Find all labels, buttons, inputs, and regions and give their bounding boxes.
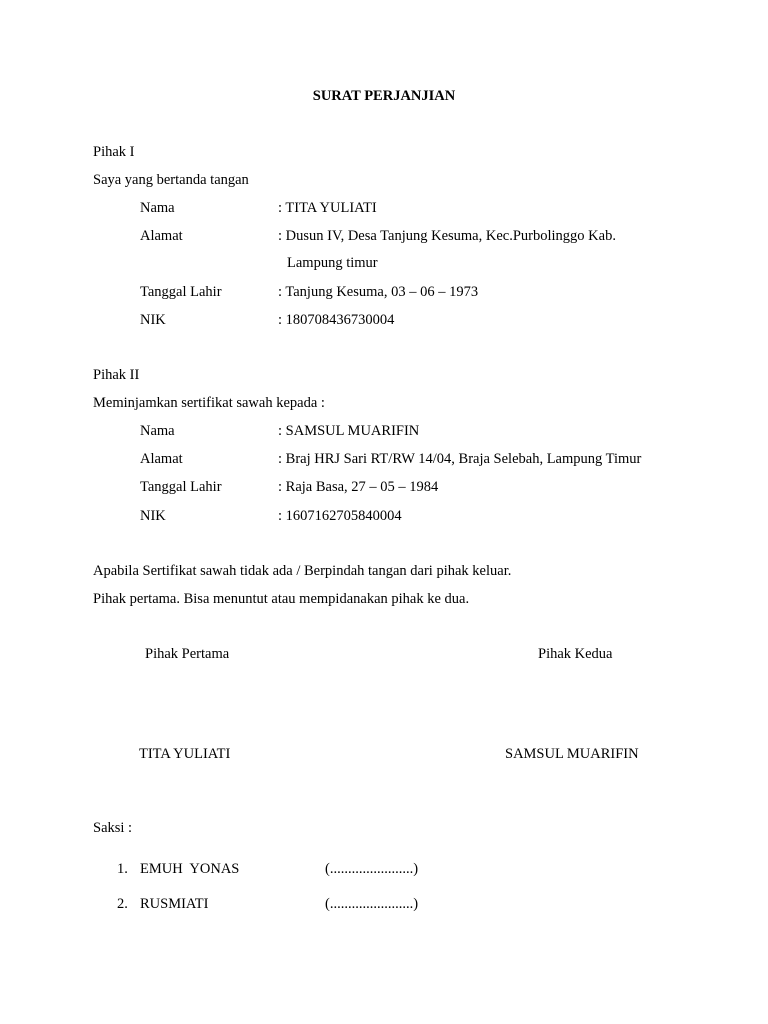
witness-1-name: EMUH YONAS [140,861,240,877]
pihak-1-tanggal-lahir-label: Tanggal Lahir [140,284,222,300]
pihak-2-nama-label: Nama [140,423,175,439]
pihak-2-nik-value: : 1607162705840004 [278,508,402,524]
second-party-name: SAMSUL MUARIFIN [505,746,639,762]
pihak-1-tanggal-lahir-value: : Tanjung Kesuma, 03 – 06 – 1973 [278,284,479,300]
pihak-2-tanggal-lahir-label: Tanggal Lahir [140,479,222,495]
witness-1-number: 1. [117,861,128,877]
witness-1-signature: (.......................) [325,861,419,877]
clause-2: Pihak pertama. Bisa menuntut atau mempidanakan pihak ke dua. [93,591,470,607]
pihak-1-nama-value: : TITA YULIATI [278,200,377,216]
pihak-2-nik-label: NIK [140,508,166,524]
witness-2-signature: (.......................) [325,896,419,912]
pihak-2-alamat-label: Alamat [140,451,183,467]
pihak-1-nama-label: Nama [140,200,175,216]
witness-2-number: 2. [117,896,128,912]
first-party-label: Pihak Pertama [145,646,230,662]
pihak-1-alamat-value-cont: Lampung timur [287,255,378,271]
pihak-2-heading: Pihak II [93,367,140,383]
pihak-1-nik-value: : 180708436730004 [278,312,395,328]
pihak-2-alamat-value: : Braj HRJ Sari RT/RW 14/04, Braja Selebah, Lampung Timur [278,451,642,467]
document-title: SURAT PERJANJIAN [312,88,456,104]
pihak-1-heading: Pihak I [93,144,135,160]
pihak-2-nama-value: : SAMSUL MUARIFIN [278,423,420,439]
second-party-label: Pihak Kedua [538,646,613,662]
pihak-1-alamat-label: Alamat [140,228,183,244]
first-party-name: TITA YULIATI [139,746,231,762]
pihak-1-intro: Saya yang bertanda tangan [93,172,249,188]
witness-heading: Saksi : [93,820,133,836]
pihak-2-intro: Meminjamkan sertifikat sawah kepada : [93,395,325,411]
pihak-1-alamat-value: : Dusun IV, Desa Tanjung Kesuma, Kec.Purbolinggo Kab. [278,228,616,244]
pihak-2-tanggal-lahir-value: : Raja Basa, 27 – 05 – 1984 [278,479,439,495]
pihak-1-nik-label: NIK [140,312,166,328]
clause-1: Apabila Sertifikat sawah tidak ada / Berpindah tangan dari pihak keluar. [93,563,512,579]
witness-2-name: RUSMIATI [140,896,209,912]
